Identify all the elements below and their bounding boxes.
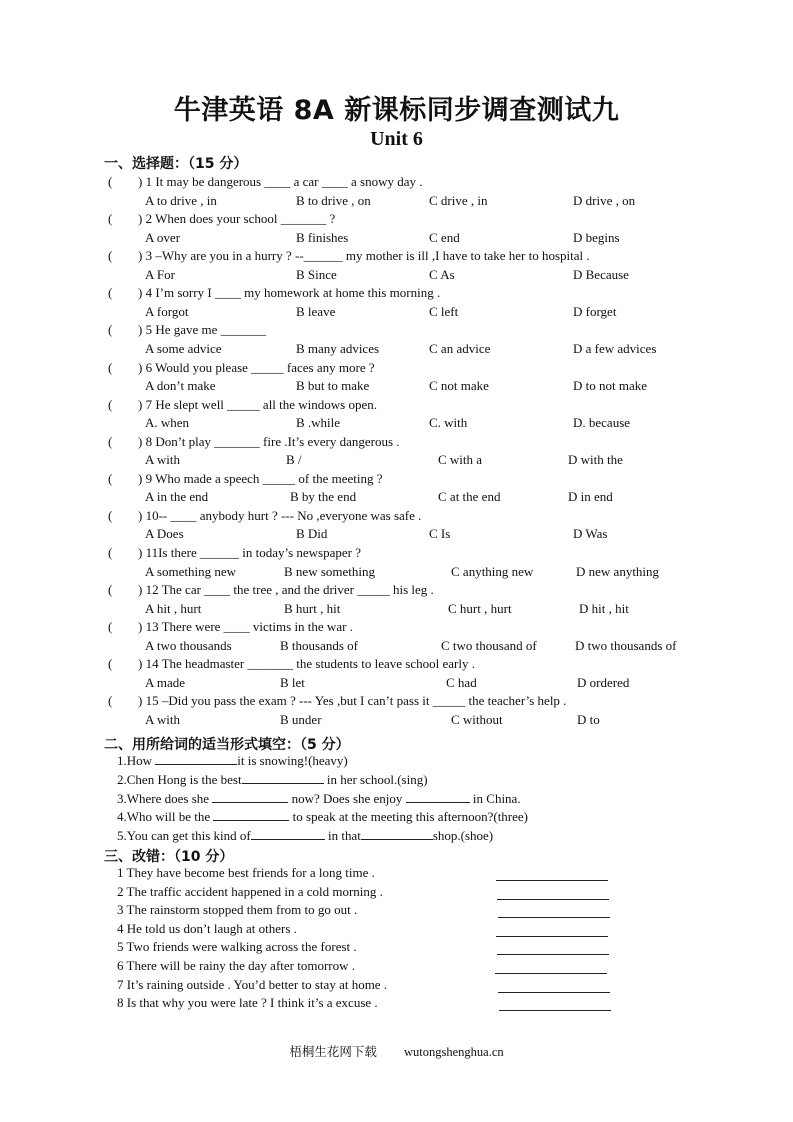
- option-a: A something new: [145, 563, 236, 579]
- option-c: C hurt , hurt: [448, 600, 512, 616]
- option-a: A to drive , in: [145, 192, 217, 208]
- option-b: B leave: [296, 303, 336, 319]
- option-a: A don’t make: [145, 378, 216, 393]
- option-d: D to not make: [573, 378, 648, 393]
- option-d: D a few advices: [573, 340, 657, 356]
- option-c: C two thousand of: [441, 637, 537, 653]
- answer-paren[interactable]: (: [108, 174, 113, 189]
- correction-item: 3 The rainstorm stopped them from to go out .: [117, 902, 358, 918]
- correction-item: 5 Two friends were walking across the forest .: [117, 939, 357, 955]
- section2-heading: 二、用所给词的适当形式填空：（5 分）: [104, 737, 350, 753]
- option-d: D begins: [573, 229, 620, 245]
- answer-blank[interactable]: [406, 802, 470, 803]
- question-stem: ( ) 10-- ____ anybody hurt ? --- No ,everyone was safe .: [108, 507, 422, 523]
- question-stem: ( ) 15 –Did you pass the exam ? --- Yes ,but I can’t pass it _____ the teacher’s help .: [108, 693, 567, 709]
- page-footer: [0, 1042, 793, 1060]
- option-c: C left: [429, 303, 459, 319]
- answer-paren[interactable]: (: [108, 396, 113, 412]
- option-b: B finishes: [296, 229, 349, 245]
- question-stem: ( ) 5 He gave me _______: [108, 322, 267, 338]
- option-d: D forget: [573, 303, 617, 319]
- correction-answer-line[interactable]: [498, 992, 610, 993]
- section1-heading: 一、选择题：（15 分）: [104, 156, 248, 172]
- question-stem: ( ) 11Is there ______ in today’s newspaper ?: [108, 545, 361, 560]
- option-a: A with: [145, 711, 181, 727]
- footer-site-url: wutongshenghua.cn: [404, 1045, 504, 1059]
- correction-answer-line[interactable]: [495, 973, 607, 974]
- question-stem: ( ) 14 The headmaster _______ the students to leave school early .: [108, 656, 475, 672]
- option-a: A over: [145, 229, 181, 245]
- option-b: B let: [280, 674, 305, 690]
- question-stem: ( ) 8 Don’t play _______ fire .It’s every dangerous .: [108, 433, 400, 449]
- correction-item: 1 They have become best friends for a long time .: [117, 865, 375, 880]
- correction-answer-line[interactable]: [496, 936, 608, 937]
- option-a: A. when: [145, 415, 190, 431]
- option-b: B Since: [296, 266, 337, 282]
- question-stem: ( ) 12 The car ____ the tree , and the driver _____ his leg .: [108, 582, 434, 598]
- correction-answer-line[interactable]: [497, 954, 609, 955]
- fill-item-3: 3.Where does she now? Does she enjoy in China.: [117, 791, 521, 806]
- correction-answer-line[interactable]: [499, 1010, 611, 1011]
- option-b: B by the end: [290, 489, 357, 505]
- option-a: A For: [145, 266, 175, 282]
- option-b: B Did: [296, 526, 328, 542]
- option-b: B new something: [284, 563, 375, 579]
- option-a: A in the end: [145, 489, 209, 505]
- option-d: D drive , on: [573, 192, 636, 208]
- question-stem: ( ) 9 Who made a speech _____ of the meeting ?: [108, 470, 383, 486]
- answer-paren[interactable]: (: [108, 619, 113, 635]
- page-title: 牛津英语 8A 新课标同步调查测试九: [173, 95, 620, 126]
- option-b: B to drive , on: [296, 192, 371, 208]
- answer-paren[interactable]: (: [108, 545, 113, 560]
- correction-item: 7 It’s raining outside . You’d better to stay at home .: [117, 976, 388, 992]
- option-d: D with the: [568, 452, 623, 468]
- answer-paren[interactable]: (: [108, 433, 113, 449]
- option-b: B but to make: [296, 378, 370, 393]
- option-c: C. with: [429, 415, 468, 431]
- question-stem: ( ) 7 He slept well _____ all the windows open.: [108, 396, 378, 412]
- question-stem: ( ) 13 There were ____ victims in the war .: [108, 619, 353, 635]
- correction-item: 2 The traffic accident happened in a cold morning .: [117, 883, 383, 899]
- correction-item: 4 He told us don’t laugh at others .: [117, 920, 297, 936]
- question-stem: ( ) 3 –Why are you in a hurry ? --______ my mother is ill ,I have to take her to hospital .: [108, 248, 590, 264]
- answer-blank[interactable]: [251, 839, 325, 840]
- option-b: B many advices: [296, 340, 380, 356]
- answer-blank[interactable]: [155, 764, 237, 765]
- answer-paren[interactable]: (: [108, 359, 113, 375]
- option-c: C end: [429, 229, 460, 245]
- question-stem: ( ) 4 I’m sorry I ____ my homework at home this morning .: [108, 285, 441, 301]
- option-b: B .while: [296, 415, 341, 431]
- answer-paren[interactable]: (: [108, 470, 113, 486]
- option-d: D two thousands of: [575, 637, 677, 653]
- fill-item-1: 1.How it is snowing!(heavy): [117, 753, 348, 768]
- option-a: A forgot: [145, 303, 189, 319]
- option-a: A some advice: [145, 340, 222, 356]
- option-b: B hurt , hit: [284, 600, 341, 616]
- answer-blank[interactable]: [213, 820, 289, 821]
- option-c: C not make: [429, 378, 489, 393]
- option-c: C anything new: [451, 563, 534, 579]
- footer-site-name: 梧桐生花网下载: [289, 1045, 377, 1059]
- answer-paren[interactable]: (: [108, 285, 113, 301]
- answer-blank[interactable]: [212, 802, 288, 803]
- option-b: B thousands of: [280, 637, 358, 653]
- fill-item-5: 5.You can get this kind of in that shop.(shoe): [117, 828, 494, 843]
- option-a: A made: [145, 674, 186, 690]
- correction-answer-line[interactable]: [497, 899, 609, 900]
- option-d: D. because: [573, 415, 631, 431]
- answer-blank[interactable]: [242, 783, 324, 784]
- option-d: D hit , hit: [579, 600, 629, 616]
- fill-item-4: 4.Who will be the to speak at the meeting this afternoon?(three): [117, 809, 529, 824]
- option-c: C drive , in: [429, 192, 488, 208]
- answer-blank[interactable]: [361, 839, 433, 840]
- page-subtitle: Unit 6: [370, 128, 423, 150]
- question-stem: ( ) 6 Would you please _____ faces any more ?: [108, 359, 375, 375]
- question-stem: ( ) 2 When does your school _______ ?: [108, 211, 336, 227]
- option-a: A hit , hurt: [145, 600, 202, 616]
- option-c: C without: [451, 711, 503, 727]
- option-c: C had: [446, 674, 477, 690]
- answer-paren[interactable]: (: [108, 322, 113, 338]
- answer-paren[interactable]: (: [108, 211, 113, 227]
- correction-answer-line[interactable]: [496, 880, 608, 881]
- question-stem: ( ) 1 It may be dangerous ____ a car ____ a snowy day .: [108, 174, 423, 189]
- option-c: C with a: [438, 452, 483, 468]
- option-c: C As: [429, 266, 455, 282]
- option-a: A two thousands: [145, 637, 232, 653]
- correction-item: 8 Is that why you were late ? I think it’s a excuse .: [117, 995, 378, 1011]
- option-d: D ordered: [577, 674, 630, 690]
- answer-paren[interactable]: (: [108, 656, 113, 672]
- fill-item-2: 2.Chen Hong is the best in her school.(sing): [117, 772, 428, 787]
- option-c: C Is: [429, 526, 451, 542]
- answer-paren[interactable]: (: [108, 693, 113, 709]
- option-d: D Was: [573, 526, 608, 542]
- option-c: C at the end: [438, 489, 501, 505]
- answer-paren[interactable]: (: [108, 582, 113, 598]
- answer-paren[interactable]: (: [108, 248, 113, 264]
- answer-paren[interactable]: (: [108, 507, 113, 523]
- option-a: A Does: [145, 526, 184, 542]
- option-d: D in end: [568, 489, 613, 505]
- section3-heading: 三、改错：（10 分）: [104, 849, 234, 865]
- correction-answer-line[interactable]: [498, 917, 610, 918]
- option-d: D to: [577, 711, 600, 727]
- option-b: B under: [280, 711, 322, 727]
- option-c: C an advice: [429, 340, 491, 356]
- correction-item: 6 There will be rainy the day after tomorrow .: [117, 958, 356, 973]
- option-a: A with: [145, 452, 181, 468]
- option-b: B /: [286, 452, 302, 468]
- option-d: D Because: [573, 266, 629, 282]
- option-d: D new anything: [576, 563, 660, 579]
